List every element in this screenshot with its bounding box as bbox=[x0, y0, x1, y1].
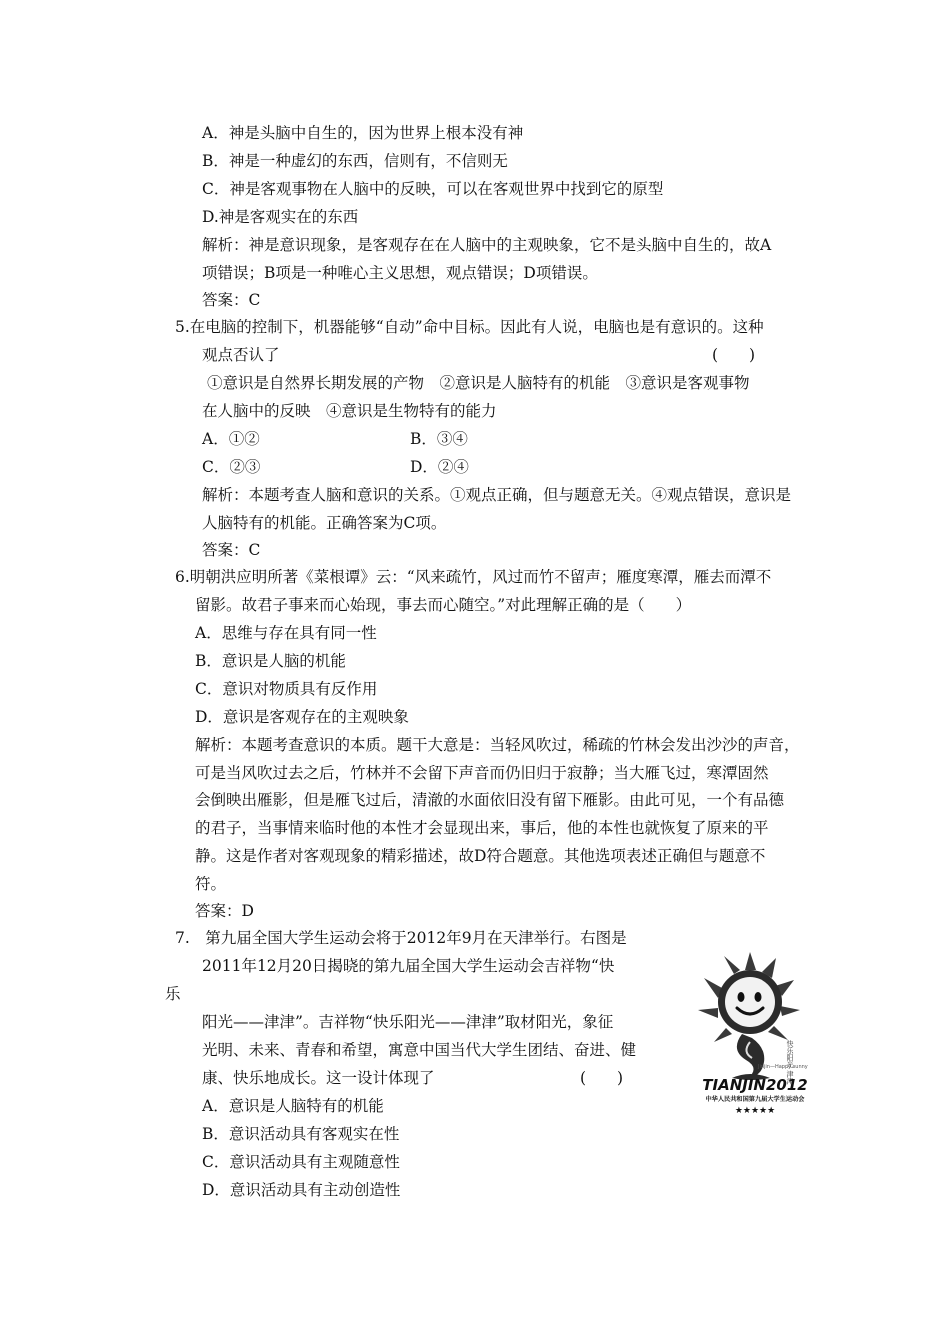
q4-option-c: C．神是客观事物在人脑中的反映，可以在客观世界中找到它的原型 bbox=[202, 180, 664, 198]
q4-answer: 答案：C bbox=[202, 291, 261, 309]
q6-option-c: C．意识对物质具有反作用 bbox=[195, 680, 378, 698]
q5-statements-cont: 在人脑中的反映 ④意识是生物特有的能力 bbox=[202, 402, 497, 420]
q6-analysis-l6: 符。 bbox=[195, 875, 227, 893]
q6-answer: 答案：D bbox=[195, 902, 254, 920]
q4-option-b: B．神是一种虚幻的东西，信则有，不信则无 bbox=[202, 152, 508, 170]
q7-stem-l5: 光明、未来、青春和希望，寓意中国当代大学生团结、奋进、健 bbox=[202, 1041, 637, 1059]
q7-answer-blank: ( ) bbox=[580, 1069, 624, 1087]
q5-answer-blank: ( ) bbox=[712, 346, 756, 364]
mascot-tagline: Jinjin—Happy sunny bbox=[758, 1064, 808, 1070]
q7-stem-l3: 乐 bbox=[165, 985, 181, 1003]
q5-answer: 答案：C bbox=[202, 541, 261, 559]
q6-option-b: B．意识是人脑的机能 bbox=[195, 652, 346, 670]
q7-option-d: D．意识活动具有主动创造性 bbox=[202, 1181, 401, 1199]
q4-option-d: D.神是客观实在的东西 bbox=[202, 208, 359, 226]
q5-stem: 5.在电脑的控制下，机器能够“自动”命中目标。因此有人说，电脑也是有意识的。这种 bbox=[175, 318, 764, 336]
q7-option-a: A．意识是人脑特有的机能 bbox=[202, 1097, 384, 1115]
q5-statements: ①意识是自然界长期发展的产物 ②意识是人脑特有的机能 ③意识是客观事物 bbox=[207, 374, 750, 392]
mascot-figure bbox=[690, 950, 820, 1115]
mascot-wordmark: TIANJIN2012 bbox=[702, 1076, 808, 1094]
q5-option-c: C．②③ bbox=[202, 458, 261, 476]
q4-analysis: 解析：神是意识现象，是客观存在在人脑中的主观映象，它不是头脑中自生的，故A bbox=[202, 236, 772, 254]
q5-option-a: A．①② bbox=[202, 430, 260, 448]
q6-option-d: D．意识是客观存在的主观映象 bbox=[195, 708, 409, 726]
q6-stem: 6.明朝洪应明所著《菜根谭》云：“风来疏竹，风过而竹不留声；雁度寒潭，雁去而潭不 bbox=[175, 568, 772, 586]
q6-analysis-l5: 静。这是作者对客观现象的精彩描述，故D符合题意。其他选项表述正确但与题意不 bbox=[195, 847, 766, 865]
q6-analysis-l3: 会倒映出雁影，但是雁飞过后，清澈的水面依旧没有留下雁影。由此可见，一个有品德 bbox=[195, 791, 785, 809]
q5-analysis-cont: 人脑特有的机能。正确答案为C项。 bbox=[202, 514, 447, 532]
q5-analysis: 解析：本题考查人脑和意识的关系。①观点正确，但与题意无关。④观点错误，意识是 bbox=[202, 486, 792, 504]
mascot-logo bbox=[690, 950, 820, 1115]
mascot-side-text: 快乐阳光 津津 bbox=[786, 1040, 794, 1085]
q7-option-c: C．意识活动具有主观随意性 bbox=[202, 1153, 400, 1171]
q7-option-b: B．意识活动具有客观实在性 bbox=[202, 1125, 400, 1143]
q7-stem-l4: 阳光——津津”。吉祥物“快乐阳光——津津”取材阳光，象征 bbox=[202, 1013, 614, 1031]
mascot-stars: ★★★★★ bbox=[734, 1106, 776, 1115]
q6-analysis-l4: 的君子，当事情来临时他的本性才会显现出来，事后，他的本性也就恢复了原来的平 bbox=[195, 819, 769, 837]
q7-stem-l2: 2011年12月20日揭晓的第九届全国大学生运动会吉祥物“快 bbox=[202, 957, 615, 975]
q6-analysis: 解析：本题考查意识的本质。题干大意是：当轻风吹过，稀疏的竹林会发出沙沙的声音， bbox=[195, 736, 800, 754]
q4-analysis-cont: 项错误；B项是一种唯心主义思想，观点错误；D项错误。 bbox=[202, 264, 598, 282]
mascot-caption: 中华人民共和国第九届大学生运动会 bbox=[705, 1096, 805, 1103]
q5-option-b: B．③④ bbox=[410, 430, 468, 448]
q6-analysis-l2: 可是当风吹过去之后，竹林并不会留下声音而仍旧归于寂静；当大雁飞过，寒潭固然 bbox=[195, 764, 769, 782]
q5-stem-cont: 观点否认了 bbox=[202, 346, 280, 364]
q5-option-d: D．②④ bbox=[410, 458, 469, 476]
q6-option-a: A．思维与存在具有同一性 bbox=[195, 624, 377, 642]
q7-stem-l6: 康、快乐地成长。这一设计体现了 bbox=[202, 1069, 435, 1087]
q4-option-a: A．神是头脑中自生的，因为世界上根本没有神 bbox=[202, 124, 524, 142]
q7-stem: 7. 第九届全国大学生运动会将于2012年9月在天津举行。右图是 bbox=[175, 929, 627, 947]
q6-stem-cont: 留影。故君子事来而心始现，事去而心随空。”对此理解正确的是（ ） bbox=[195, 596, 692, 614]
